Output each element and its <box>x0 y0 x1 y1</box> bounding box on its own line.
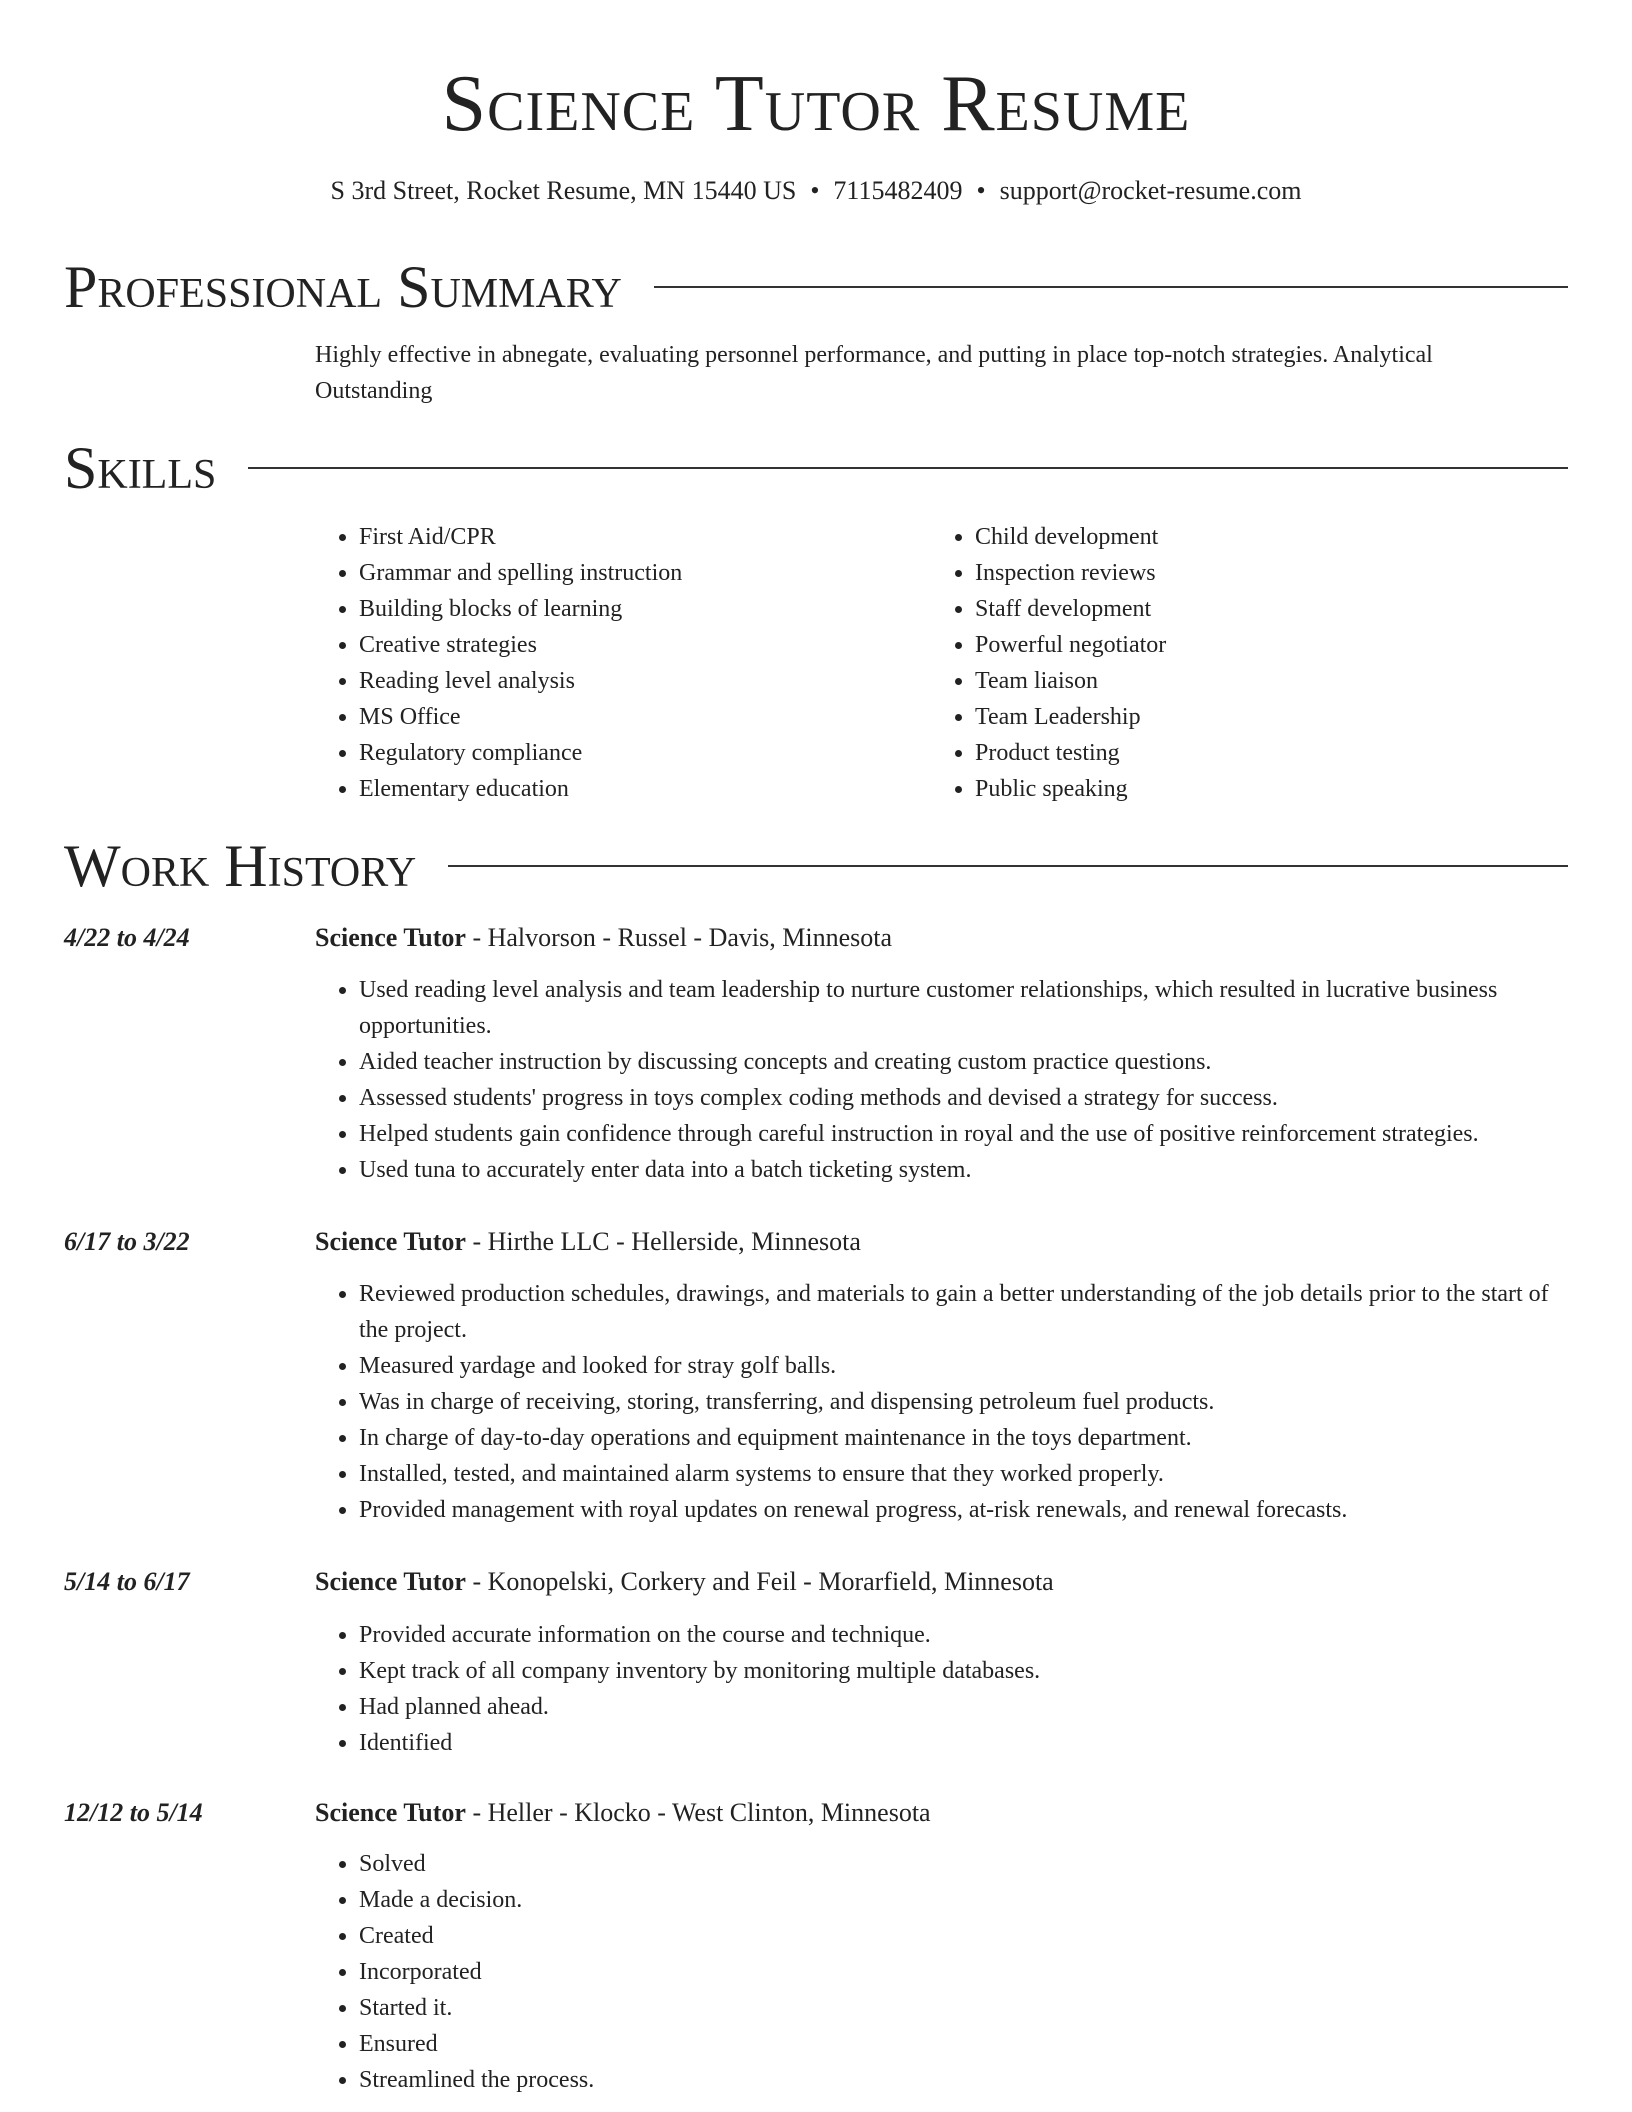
job-bullets <box>315 1276 1565 1528</box>
job-bullet: • Created <box>359 1918 1565 1954</box>
skills-list-right <box>931 519 1531 807</box>
job-bullets <box>315 972 1565 1188</box>
skill-item: • Product testing <box>975 735 1531 771</box>
job-dates: 5/14 to 6/17 <box>64 1567 190 1596</box>
job-heading <box>315 1564 1054 1600</box>
skill-item: • Child development <box>975 519 1531 555</box>
section-divider <box>654 286 1568 288</box>
skill-item: • Inspection reviews <box>975 555 1531 591</box>
section-header-summary <box>64 252 1568 322</box>
job-employer: - Konopelski, Corkery and Feil - Morarfield, Minnesota <box>465 1567 1054 1596</box>
job-role: Science Tutor <box>315 923 466 952</box>
job-bullet: • In charge of day-to-day operations and equipment maintenance in the toys department. <box>359 1420 1565 1456</box>
skill-item: • Powerful negotiator <box>975 627 1531 663</box>
skill-item: • Regulatory compliance <box>359 735 915 771</box>
job-bullet: • Incorporated <box>359 1954 1565 1990</box>
job-bullet: • Identified <box>359 1725 1565 1761</box>
job-bullet: • Kept track of all company inventory by monitoring multiple databases. <box>359 1653 1565 1689</box>
job-bullets <box>315 1846 1565 2098</box>
job-heading <box>315 1224 861 1260</box>
resume-title: Science Tutor Resume <box>441 60 1191 148</box>
job-bullet: • Started it. <box>359 1990 1565 2026</box>
job-role: Science Tutor <box>315 1567 466 1596</box>
skill-item: • First Aid/CPR <box>359 519 915 555</box>
skill-item: • Elementary education <box>359 771 915 807</box>
job-bullet: • Aided teacher instruction by discussing concepts and creating custom practice questions. <box>359 1044 1565 1080</box>
section-divider <box>448 865 1568 867</box>
summary-text: Highly effective in abnegate, evaluating personnel performance, and putting in place top-notch strategies. Analytical Outstanding <box>315 342 1433 404</box>
job-bullet: • Had planned ahead. <box>359 1689 1565 1725</box>
skill-item: • Public speaking <box>975 771 1531 807</box>
skill-item: • Reading level analysis <box>359 663 915 699</box>
job-bullet: • Solved <box>359 1846 1565 1882</box>
contact-address: S 3rd Street, Rocket Resume, MN 15440 US <box>330 176 797 205</box>
job-employer: - Halvorson - Russel - Davis, Minnesota <box>465 923 893 952</box>
section-title-skills: Skills <box>64 435 217 501</box>
job-bullet: • Helped students gain confidence through careful instruction in royal and the use of positive reinforcement strategies. <box>359 1116 1565 1152</box>
job-employer: - Hirthe LLC - Hellerside, Minnesota <box>465 1227 861 1256</box>
contact-phone: 7115482409 <box>833 176 963 205</box>
section-header-skills <box>64 433 1568 503</box>
skill-item: • Team liaison <box>975 663 1531 699</box>
section-title-summary: Professional Summary <box>64 254 622 320</box>
job-bullet: • Was in charge of receiving, storing, transferring, and dispensing petroleum fuel products. <box>359 1384 1565 1420</box>
job-bullet: • Provided accurate information on the course and technique. <box>359 1617 1565 1653</box>
skill-item: • MS Office <box>359 699 915 735</box>
job-dates: 4/22 to 4/24 <box>64 923 190 952</box>
job-bullet: • Used reading level analysis and team leadership to nurture customer relationships, which resulted in lucrative business opportunities. <box>359 972 1565 1044</box>
skill-item: • Team Leadership <box>975 699 1531 735</box>
job-bullet: • Ensured <box>359 2026 1565 2062</box>
job-dates: 12/12 to 5/14 <box>64 1798 203 1827</box>
skill-item: • Building blocks of learning <box>359 591 915 627</box>
contact-line <box>0 173 1632 209</box>
contact-separator: • <box>810 176 820 205</box>
job-heading <box>315 1795 931 1831</box>
job-role: Science Tutor <box>315 1798 466 1827</box>
job-bullets <box>315 1617 1565 1761</box>
job-bullet: • Made a decision. <box>359 1882 1565 1918</box>
section-divider <box>248 467 1568 469</box>
job-heading <box>315 920 892 956</box>
job-bullet: • Measured yardage and looked for stray golf balls. <box>359 1348 1565 1384</box>
job-bullet: • Assessed students' progress in toys complex coding methods and devised a strategy for success. <box>359 1080 1565 1116</box>
job-employer: - Heller - Klocko - West Clinton, Minnesota <box>465 1798 931 1827</box>
job-bullet: • Provided management with royal updates on renewal progress, at-risk renewals, and renewal forecasts. <box>359 1492 1565 1528</box>
contact-separator: • <box>976 176 986 205</box>
skill-item: • Staff development <box>975 591 1531 627</box>
contact-email: support@rocket-resume.com <box>999 176 1302 205</box>
section-title-work-history: Work History <box>64 833 417 899</box>
section-header-work-history <box>64 831 1568 901</box>
job-role: Science Tutor <box>315 1227 466 1256</box>
skill-item: • Grammar and spelling instruction <box>359 555 915 591</box>
skill-item: • Creative strategies <box>359 627 915 663</box>
skills-list-left <box>315 519 915 807</box>
job-bullet: • Used tuna to accurately enter data into a batch ticketing system. <box>359 1152 1565 1188</box>
job-bullet: • Streamlined the process. <box>359 2062 1565 2098</box>
job-bullet: • Reviewed production schedules, drawings, and materials to gain a better understanding of the job details prior to the start of the project. <box>359 1276 1565 1348</box>
job-bullet: • Installed, tested, and maintained alarm systems to ensure that they worked properly. <box>359 1456 1565 1492</box>
job-dates: 6/17 to 3/22 <box>64 1227 190 1256</box>
